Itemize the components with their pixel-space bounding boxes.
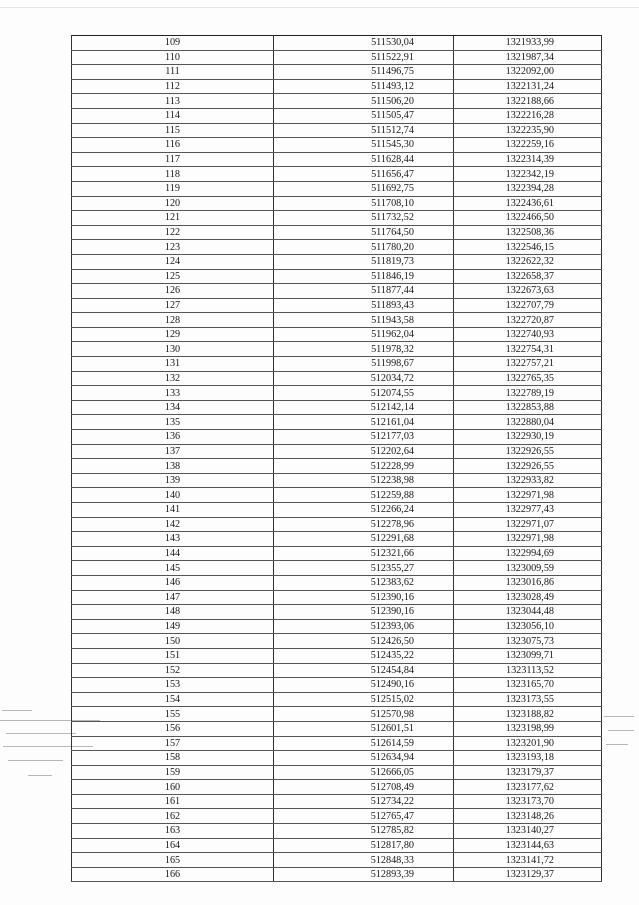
point-number-cell: 111 [72, 65, 274, 80]
table-row [72, 590, 602, 605]
scan-artifact [606, 744, 628, 745]
point-number-cell: 116 [72, 138, 274, 153]
table-row [72, 108, 602, 123]
point-number-cell: 162 [72, 809, 274, 824]
x-coordinate-cell: 512601,51 [274, 721, 454, 736]
table-row [72, 225, 602, 240]
table-row [72, 371, 602, 386]
point-number-cell: 158 [72, 751, 274, 766]
table-row [72, 867, 602, 882]
y-coordinate-cell: 1322546,15 [454, 240, 602, 255]
x-coordinate-cell: 511962,04 [274, 327, 454, 342]
y-coordinate-cell: 1323193,18 [454, 751, 602, 766]
table-row [72, 269, 602, 284]
x-coordinate-cell: 511505,47 [274, 108, 454, 123]
y-coordinate-cell: 1322673,63 [454, 284, 602, 299]
y-coordinate-cell: 1322977,43 [454, 503, 602, 518]
table-row [72, 152, 602, 167]
x-coordinate-cell: 512765,47 [274, 809, 454, 824]
y-coordinate-cell: 1322971,07 [454, 517, 602, 532]
x-coordinate-cell: 511893,43 [274, 298, 454, 313]
y-coordinate-cell: 1322930,19 [454, 430, 602, 445]
table-row [72, 138, 602, 153]
table-row [72, 400, 602, 415]
x-coordinate-cell: 511780,20 [274, 240, 454, 255]
y-coordinate-cell: 1323144,63 [454, 838, 602, 853]
y-coordinate-cell: 1323099,71 [454, 648, 602, 663]
y-coordinate-cell: 1321987,34 [454, 50, 602, 65]
y-coordinate-cell: 1322971,98 [454, 532, 602, 547]
point-number-cell: 152 [72, 663, 274, 678]
y-coordinate-cell: 1323179,37 [454, 765, 602, 780]
point-number-cell: 132 [72, 371, 274, 386]
point-number-cell: 117 [72, 152, 274, 167]
point-number-cell: 128 [72, 313, 274, 328]
table-row [72, 444, 602, 459]
point-number-cell: 142 [72, 517, 274, 532]
point-number-cell: 135 [72, 415, 274, 430]
table-row [72, 605, 602, 620]
table-row [72, 79, 602, 94]
point-number-cell: 164 [72, 838, 274, 853]
table-row [72, 751, 602, 766]
point-number-cell: 124 [72, 254, 274, 269]
scan-artifact [28, 775, 52, 776]
point-number-cell: 161 [72, 794, 274, 809]
table-row [72, 824, 602, 839]
y-coordinate-cell: 1323113,52 [454, 663, 602, 678]
x-coordinate-cell: 512435,22 [274, 648, 454, 663]
point-number-cell: 119 [72, 181, 274, 196]
y-coordinate-cell: 1323009,59 [454, 561, 602, 576]
x-coordinate-cell: 512426,50 [274, 634, 454, 649]
x-coordinate-cell: 512390,16 [274, 590, 454, 605]
y-coordinate-cell: 1322622,32 [454, 254, 602, 269]
x-coordinate-cell: 511506,20 [274, 94, 454, 109]
y-coordinate-cell: 1322789,19 [454, 386, 602, 401]
x-coordinate-cell: 512708,49 [274, 780, 454, 795]
point-number-cell: 140 [72, 488, 274, 503]
y-coordinate-cell: 1322880,04 [454, 415, 602, 430]
table-row [72, 94, 602, 109]
table-row [72, 196, 602, 211]
point-number-cell: 115 [72, 123, 274, 138]
y-coordinate-cell: 1322707,79 [454, 298, 602, 313]
x-coordinate-cell: 512228,99 [274, 459, 454, 474]
x-coordinate-cell: 512177,03 [274, 430, 454, 445]
x-coordinate-cell: 512266,24 [274, 503, 454, 518]
point-number-cell: 143 [72, 532, 274, 547]
table-row [72, 634, 602, 649]
x-coordinate-cell: 511656,47 [274, 167, 454, 182]
x-coordinate-cell: 512278,96 [274, 517, 454, 532]
point-number-cell: 160 [72, 780, 274, 795]
y-coordinate-cell: 1322188,66 [454, 94, 602, 109]
table-row [72, 430, 602, 445]
point-number-cell: 112 [72, 79, 274, 94]
point-number-cell: 156 [72, 721, 274, 736]
table-row [72, 692, 602, 707]
point-number-cell: 138 [72, 459, 274, 474]
point-number-cell: 147 [72, 590, 274, 605]
table-row [72, 546, 602, 561]
table-row [72, 284, 602, 299]
point-number-cell: 145 [72, 561, 274, 576]
y-coordinate-cell: 1322259,16 [454, 138, 602, 153]
table-row [72, 313, 602, 328]
table-row [72, 65, 602, 80]
x-coordinate-cell: 511496,75 [274, 65, 454, 80]
point-number-cell: 126 [72, 284, 274, 299]
table-row [72, 648, 602, 663]
table-row [72, 386, 602, 401]
point-number-cell: 110 [72, 50, 274, 65]
table-row [72, 167, 602, 182]
coordinates-table [71, 35, 602, 882]
table-row [72, 357, 602, 372]
y-coordinate-cell: 1323198,99 [454, 721, 602, 736]
point-number-cell: 137 [72, 444, 274, 459]
table-row [72, 532, 602, 547]
table-row [72, 780, 602, 795]
y-coordinate-cell: 1323129,37 [454, 867, 602, 882]
table-row [72, 575, 602, 590]
x-coordinate-cell: 512142,14 [274, 400, 454, 415]
y-coordinate-cell: 1322853,88 [454, 400, 602, 415]
x-coordinate-cell: 512785,82 [274, 824, 454, 839]
x-coordinate-cell: 511764,50 [274, 225, 454, 240]
point-number-cell: 166 [72, 867, 274, 882]
x-coordinate-cell: 512634,94 [274, 751, 454, 766]
y-coordinate-cell: 1322926,55 [454, 444, 602, 459]
y-coordinate-cell: 1323016,86 [454, 575, 602, 590]
x-coordinate-cell: 512490,16 [274, 678, 454, 693]
table-row [72, 488, 602, 503]
x-coordinate-cell: 511998,67 [274, 357, 454, 372]
point-number-cell: 139 [72, 473, 274, 488]
point-number-cell: 114 [72, 108, 274, 123]
scan-artifact [2, 710, 32, 711]
x-coordinate-cell: 511512,74 [274, 123, 454, 138]
table-row [72, 678, 602, 693]
table-row [72, 473, 602, 488]
y-coordinate-cell: 1322131,24 [454, 79, 602, 94]
table-row [72, 50, 602, 65]
x-coordinate-cell: 512321,66 [274, 546, 454, 561]
y-coordinate-cell: 1322754,31 [454, 342, 602, 357]
point-number-cell: 149 [72, 619, 274, 634]
y-coordinate-cell: 1322757,21 [454, 357, 602, 372]
x-coordinate-cell: 512034,72 [274, 371, 454, 386]
point-number-cell: 148 [72, 605, 274, 620]
table-row [72, 342, 602, 357]
point-number-cell: 133 [72, 386, 274, 401]
x-coordinate-cell: 512515,02 [274, 692, 454, 707]
x-coordinate-cell: 511978,32 [274, 342, 454, 357]
y-coordinate-cell: 1323188,82 [454, 707, 602, 722]
y-coordinate-cell: 1322933,82 [454, 473, 602, 488]
point-number-cell: 129 [72, 327, 274, 342]
point-number-cell: 136 [72, 430, 274, 445]
x-coordinate-cell: 512291,68 [274, 532, 454, 547]
point-number-cell: 163 [72, 824, 274, 839]
table-row [72, 503, 602, 518]
table-row [72, 240, 602, 255]
x-coordinate-cell: 512390,16 [274, 605, 454, 620]
x-coordinate-cell: 512393,06 [274, 619, 454, 634]
table-row [72, 736, 602, 751]
table-row [72, 123, 602, 138]
x-coordinate-cell: 511732,52 [274, 211, 454, 226]
table-row [72, 707, 602, 722]
point-number-cell: 153 [72, 678, 274, 693]
point-number-cell: 155 [72, 707, 274, 722]
table-row [72, 721, 602, 736]
table-row [72, 327, 602, 342]
x-coordinate-cell: 511877,44 [274, 284, 454, 299]
scan-artifact [6, 733, 76, 734]
point-number-cell: 151 [72, 648, 274, 663]
point-number-cell: 154 [72, 692, 274, 707]
x-coordinate-cell: 512817,80 [274, 838, 454, 853]
x-coordinate-cell: 511628,44 [274, 152, 454, 167]
point-number-cell: 121 [72, 211, 274, 226]
x-coordinate-cell: 512259,88 [274, 488, 454, 503]
y-coordinate-cell: 1323028,49 [454, 590, 602, 605]
y-coordinate-cell: 1322466,50 [454, 211, 602, 226]
point-number-cell: 157 [72, 736, 274, 751]
x-coordinate-cell: 512454,84 [274, 663, 454, 678]
point-number-cell: 120 [72, 196, 274, 211]
y-coordinate-cell: 1322092,00 [454, 65, 602, 80]
table-row [72, 254, 602, 269]
table-row [72, 459, 602, 474]
y-coordinate-cell: 1322342,19 [454, 167, 602, 182]
table-row [72, 298, 602, 313]
table-row [72, 809, 602, 824]
y-coordinate-cell: 1322765,35 [454, 371, 602, 386]
point-number-cell: 109 [72, 36, 274, 51]
y-coordinate-cell: 1323056,10 [454, 619, 602, 634]
x-coordinate-cell: 511530,04 [274, 36, 454, 51]
y-coordinate-cell: 1322720,87 [454, 313, 602, 328]
y-coordinate-cell: 1321933,99 [454, 36, 602, 51]
x-coordinate-cell: 511692,75 [274, 181, 454, 196]
point-number-cell: 146 [72, 575, 274, 590]
x-coordinate-cell: 511819,73 [274, 254, 454, 269]
point-number-cell: 134 [72, 400, 274, 415]
point-number-cell: 131 [72, 357, 274, 372]
table-row [72, 211, 602, 226]
y-coordinate-cell: 1322436,61 [454, 196, 602, 211]
table-row [72, 765, 602, 780]
y-coordinate-cell: 1322314,39 [454, 152, 602, 167]
table-row [72, 794, 602, 809]
y-coordinate-cell: 1323173,70 [454, 794, 602, 809]
y-coordinate-cell: 1322658,37 [454, 269, 602, 284]
x-coordinate-cell: 511545,30 [274, 138, 454, 153]
point-number-cell: 118 [72, 167, 274, 182]
y-coordinate-cell: 1322508,36 [454, 225, 602, 240]
scan-edge-line [0, 7, 639, 8]
scan-artifact [604, 716, 634, 717]
point-number-cell: 165 [72, 853, 274, 868]
point-number-cell: 122 [72, 225, 274, 240]
y-coordinate-cell: 1322394,28 [454, 181, 602, 196]
y-coordinate-cell: 1322216,28 [454, 108, 602, 123]
x-coordinate-cell: 512202,64 [274, 444, 454, 459]
y-coordinate-cell: 1323177,62 [454, 780, 602, 795]
y-coordinate-cell: 1323201,90 [454, 736, 602, 751]
y-coordinate-cell: 1323044,48 [454, 605, 602, 620]
scan-artifact [8, 760, 63, 761]
x-coordinate-cell: 512848,33 [274, 853, 454, 868]
point-number-cell: 130 [72, 342, 274, 357]
x-coordinate-cell: 511493,12 [274, 79, 454, 94]
x-coordinate-cell: 511708,10 [274, 196, 454, 211]
y-coordinate-cell: 1322740,93 [454, 327, 602, 342]
table-row [72, 663, 602, 678]
y-coordinate-cell: 1323141,72 [454, 853, 602, 868]
scan-artifact [608, 730, 634, 731]
table-row [72, 517, 602, 532]
x-coordinate-cell: 512238,98 [274, 473, 454, 488]
table-row [72, 838, 602, 853]
point-number-cell: 150 [72, 634, 274, 649]
y-coordinate-cell: 1323075,73 [454, 634, 602, 649]
y-coordinate-cell: 1322994,69 [454, 546, 602, 561]
x-coordinate-cell: 511846,19 [274, 269, 454, 284]
point-number-cell: 123 [72, 240, 274, 255]
y-coordinate-cell: 1323140,27 [454, 824, 602, 839]
x-coordinate-cell: 512161,04 [274, 415, 454, 430]
point-number-cell: 159 [72, 765, 274, 780]
x-coordinate-cell: 512355,27 [274, 561, 454, 576]
table-row [72, 181, 602, 196]
point-number-cell: 113 [72, 94, 274, 109]
y-coordinate-cell: 1322235,90 [454, 123, 602, 138]
x-coordinate-cell: 512383,62 [274, 575, 454, 590]
table-row [72, 619, 602, 634]
coordinates-table-body [72, 36, 602, 882]
x-coordinate-cell: 511522,91 [274, 50, 454, 65]
y-coordinate-cell: 1322926,55 [454, 459, 602, 474]
point-number-cell: 127 [72, 298, 274, 313]
table-row [72, 561, 602, 576]
x-coordinate-cell: 512614,59 [274, 736, 454, 751]
x-coordinate-cell: 511943,58 [274, 313, 454, 328]
table-row [72, 36, 602, 51]
point-number-cell: 141 [72, 503, 274, 518]
y-coordinate-cell: 1323165,70 [454, 678, 602, 693]
y-coordinate-cell: 1323148,26 [454, 809, 602, 824]
x-coordinate-cell: 512074,55 [274, 386, 454, 401]
x-coordinate-cell: 512734,22 [274, 794, 454, 809]
x-coordinate-cell: 512570,98 [274, 707, 454, 722]
point-number-cell: 125 [72, 269, 274, 284]
y-coordinate-cell: 1323173,55 [454, 692, 602, 707]
y-coordinate-cell: 1322971,98 [454, 488, 602, 503]
table-row [72, 415, 602, 430]
x-coordinate-cell: 512666,05 [274, 765, 454, 780]
x-coordinate-cell: 512893,39 [274, 867, 454, 882]
point-number-cell: 144 [72, 546, 274, 561]
table-row [72, 853, 602, 868]
